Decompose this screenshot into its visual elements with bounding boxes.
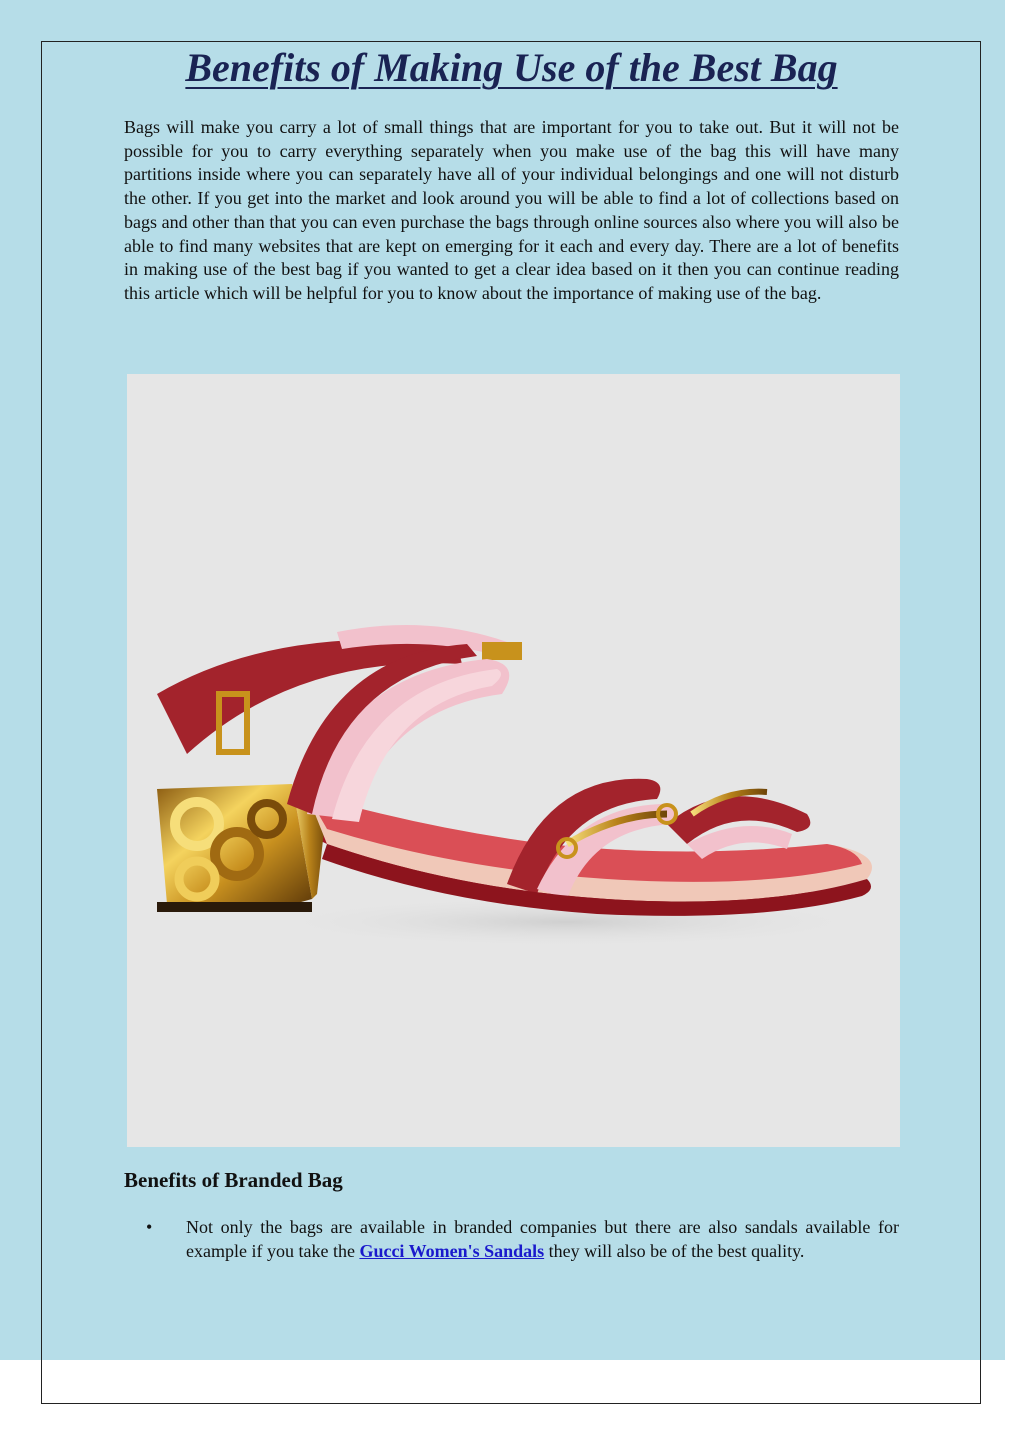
- list-item-text-end: they will also be of the best quality.: [544, 1240, 805, 1261]
- gucci-sandals-link[interactable]: Gucci Women's Sandals: [359, 1240, 545, 1261]
- list-item-text-start: Not only the bags are available in branded companies but there are also sandals available for example if you take the: [186, 1217, 899, 1261]
- sandal-product-photo: [127, 374, 900, 1147]
- product-image: [127, 374, 900, 1147]
- list-item: [124, 1216, 899, 1263]
- section-heading: Benefits of Branded Bag: [124, 1168, 343, 1192]
- page-title: Benefits of Making Use of the Best Bag: [185, 45, 838, 90]
- intro-paragraph: Bags will make you carry a lot of small things that are important for you to take out. But it will not be possible for you to carry everything separately when you make use of the bag this will have many partitions inside where you can separately have all of your individual belongings and one will not disturb the other. If you get into the market and look around you will be able to find a lot of collections based on bags and other than that you can even purchase the bags through online sources also where you will also be able to find many websites that are kept on emerging for it each and every day. There are a lot of benefits in making use of the best bag if you wanted to get a clear idea based on it then you can continue reading this article which will be helpful for you to know about the importance of making use of the bag.: [124, 117, 899, 303]
- benefits-list: [124, 1216, 899, 1263]
- bullet-icon: •: [146, 1217, 153, 1237]
